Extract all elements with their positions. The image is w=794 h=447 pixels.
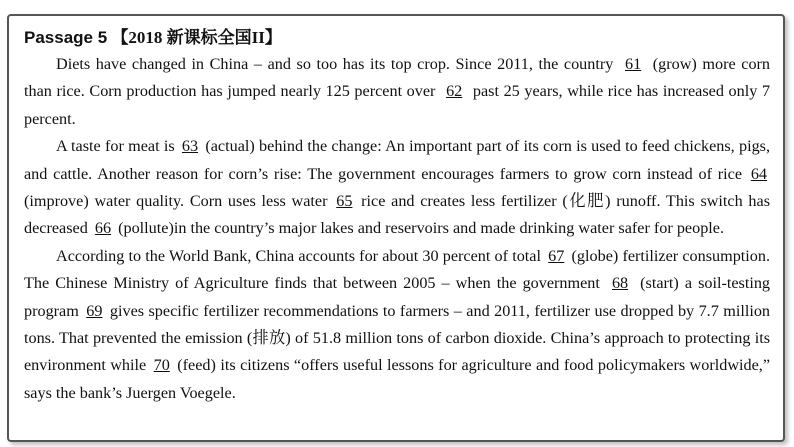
paragraph-1-text-2: (grow) more corn than rice. Corn production has jumped nearly 125 percent over — [24, 55, 771, 101]
paragraph-3-text-1: According to the World Bank, China accounts for about 30 percent of total — [56, 246, 541, 265]
paragraph-3-text-4: gives specific fertilizer recommendations to farmers – and 2011, fertilizer use dropped by 7.7 million tons. That prevented the emission (排放) of 51.8 million tons of carbon dioxide. China’s approach to protecting its environment while — [24, 301, 771, 375]
paragraph-2-text-5: (pollute)in the country’s major lakes and reservoirs and made drinking water safer for people. — [118, 219, 725, 238]
paragraph-2 — [24, 133, 770, 243]
paragraph-3 — [24, 243, 770, 407]
blank-67[interactable]: 67 — [548, 246, 565, 265]
paragraph-2-text-4: rice and creates less fertilizer (化肥) runoff. This switch has decreased — [24, 192, 771, 238]
blank-69[interactable]: 69 — [86, 301, 103, 320]
paragraph-3-text-2: (globe) fertilizer consumption. The Chinese Ministry of Agriculture finds that between 2005 – when the government — [24, 246, 771, 293]
blank-70[interactable]: 70 — [153, 356, 170, 375]
blank-62[interactable]: 62 — [446, 82, 463, 101]
paragraph-2-text-2: (actual) behind the change: An important part of its corn is used to feed chickens, pigs, and cattle. Another reason for corn’s rise: The government encourages farmers to grow corn instead of rice — [24, 137, 771, 183]
blank-61[interactable]: 61 — [624, 55, 642, 73]
paragraph-1 — [24, 51, 770, 133]
paragraph-1-text-1: Diets have changed in China – and so too has its top crop. Since 2011, the country — [56, 55, 614, 73]
paragraph-1-text-3: past 25 years, while rice has increased only 7 percent. — [24, 82, 771, 128]
blank-64[interactable]: 64 — [750, 164, 767, 183]
paragraph-2-text-1: A taste for meat is — [56, 137, 175, 156]
blank-65[interactable]: 65 — [336, 192, 353, 211]
paragraph-3-text-5: (feed) its citizens “offers useful lessons for agriculture and food policymakers worldwide,” says the bank’s Juergen Voegele. — [24, 356, 771, 402]
blank-66[interactable]: 66 — [94, 219, 112, 238]
passage-source: 【2018 新课标全国II】 — [111, 28, 282, 47]
blank-68[interactable]: 68 — [611, 274, 629, 293]
passage-heading — [24, 24, 770, 51]
blank-63[interactable]: 63 — [181, 137, 199, 156]
passage-title: Passage 5 — [24, 28, 108, 47]
paragraph-3-text-3: (start) a soil-testing program — [24, 274, 771, 320]
paragraph-2-text-3: (improve) water quality. Corn uses less water — [24, 192, 328, 211]
passage-content — [24, 24, 770, 407]
